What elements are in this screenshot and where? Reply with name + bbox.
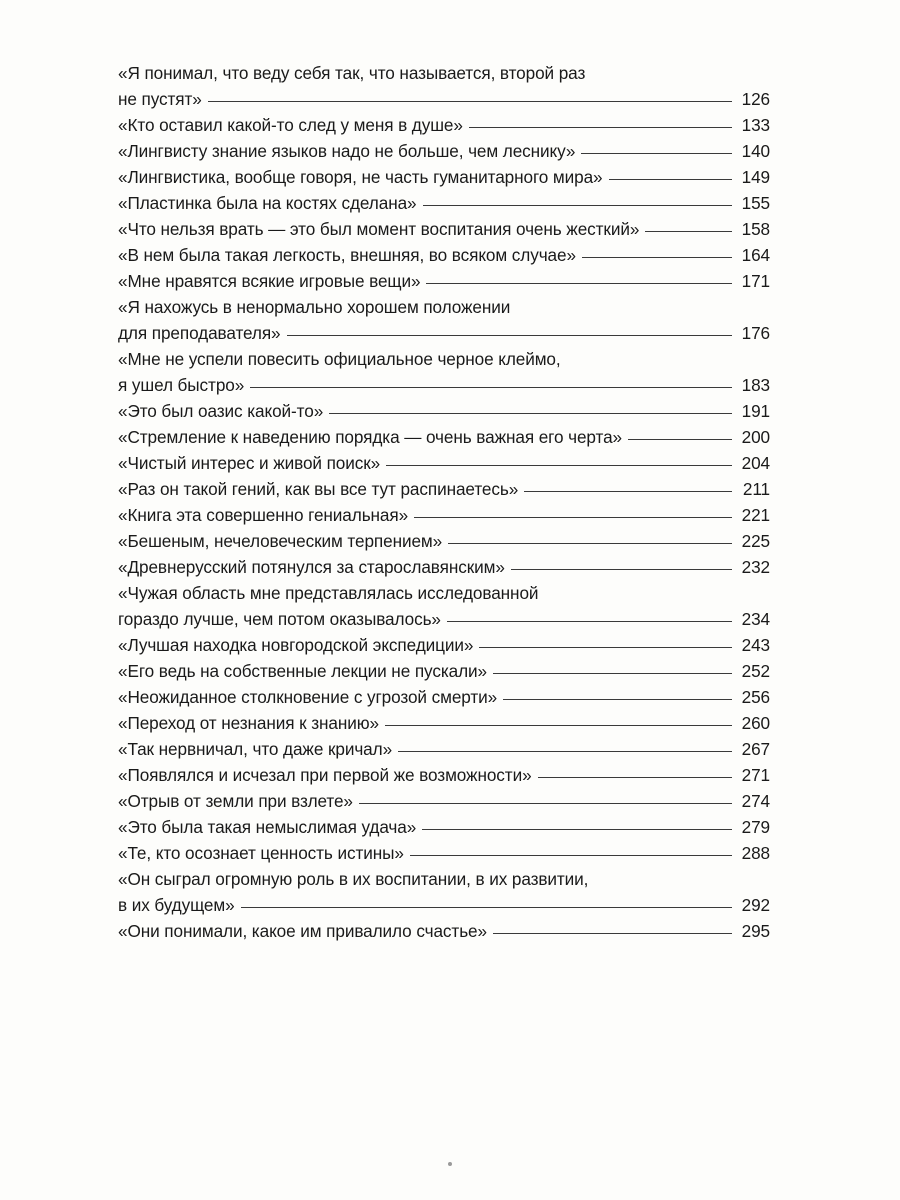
toc-entry [118,736,770,762]
toc-entry-row [118,268,770,294]
page-number: 274 [741,791,770,811]
toc-entry-title-line: в их будущем» [118,895,235,915]
toc-entry-row [118,762,770,788]
toc-entry-title-line: гораздо лучше, чем потом оказывалось» [118,609,441,629]
leader-line [447,621,732,622]
leader-line [410,855,732,856]
leader-line [359,803,732,804]
toc-entry-row [118,424,770,450]
leader-line [628,439,732,440]
toc-entry-title-line: «Древнерусский потянулся за старославянским» [118,557,505,577]
toc-entry-title-line: «Мне не успели повесить официальное черное клеймо, [118,349,561,369]
toc-entry-title-line: «Лингвисту знание языков надо не больше, чем леснику» [118,141,576,161]
toc-entry-title-line: «Кто оставил какой-то след у меня в душе» [118,115,463,135]
toc-entry-row [118,190,770,216]
toc-entry [118,164,770,190]
leader-line [581,153,732,154]
toc-entry-title-line: «Бешеным, нечеловеческим терпением» [118,531,443,551]
page-number: 164 [741,245,770,265]
leader-line [609,179,733,180]
toc-entry [118,554,770,580]
toc-entry-row [118,398,770,424]
toc-entry-title-line: «Что нельзя врать — это был момент воспитания очень жесткий» [118,219,640,239]
toc-entry-title-line: «Отрыв от земли при взлете» [118,791,353,811]
toc-entry [118,346,770,398]
toc-entry [118,866,770,918]
page-number: 234 [741,609,770,629]
table-of-contents [118,60,770,944]
toc-entry-title-line: «Это была такая немыслимая удача» [118,817,417,837]
toc-entry-row [118,710,770,736]
toc-entry [118,580,770,632]
toc-entry [118,112,770,138]
page-number: 267 [741,739,770,759]
page-number: 171 [741,271,770,291]
toc-entry [118,476,770,502]
toc-entry-row [118,164,770,190]
leader-line [398,751,732,752]
toc-entry-row [118,918,770,944]
leader-line [469,127,732,128]
toc-entry-title-line: «Он сыграл огромную роль в их воспитании, в их развитии, [118,869,589,889]
page-number: 292 [741,895,770,915]
toc-entry-row [118,632,770,658]
toc-entry-title-line: «Я нахожусь в ненормально хорошем положении [118,297,511,317]
page-number: 243 [741,635,770,655]
leader-line [511,569,732,570]
page-number: 252 [741,661,770,681]
toc-entry [118,814,770,840]
toc-entry [118,502,770,528]
toc-entry-title-line: «Пластинка была на костях сделана» [118,193,417,213]
toc-entry-title-line: не пустят» [118,89,202,109]
toc-entry [118,840,770,866]
leader-line [538,777,732,778]
page-speck [448,1162,452,1166]
toc-entry [118,658,770,684]
page-number: 183 [741,375,770,395]
toc-entry-row [118,554,770,580]
leader-line [241,907,732,908]
toc-entry-title-line: «Лучшая находка новгородской экспедиции» [118,635,474,655]
toc-entry-row [118,372,770,398]
toc-entry [118,190,770,216]
toc-entry-row [118,840,770,866]
leader-line [493,933,732,934]
toc-entry-row [118,788,770,814]
page-number: 225 [741,531,770,551]
toc-entry-title-line: «Появлялся и исчезал при первой же возможности» [118,765,532,785]
toc-entry-title-line: «Чистый интерес и живой поиск» [118,453,381,473]
toc-entry-row [118,736,770,762]
toc-entry-title-line: «Мне нравятся всякие игровые вещи» [118,271,421,291]
leader-line [503,699,732,700]
toc-entry-row [118,658,770,684]
toc-entry [118,450,770,476]
toc-entry-title-line: «Раз он такой гений, как вы все тут распинаетесь» [118,479,519,499]
leader-line [493,673,732,674]
page-number: 155 [741,193,770,213]
toc-entry-row [118,476,770,502]
leader-line [208,101,732,102]
toc-entry [118,398,770,424]
leader-line [329,413,732,414]
toc-entry-row [118,86,770,112]
leader-line [645,231,732,232]
toc-entry-title-line: «Стремление к наведению порядка — очень важная его черта» [118,427,622,447]
toc-entry-row [118,450,770,476]
leader-line [287,335,732,336]
toc-entry [118,788,770,814]
toc-entry [118,138,770,164]
leader-line [479,647,732,648]
toc-entry-title-line: «Они понимали, какое им привалило счастье» [118,921,487,941]
toc-entry-row [118,606,770,632]
toc-entry-row [118,216,770,242]
leader-line [250,387,732,388]
page-number: 221 [741,505,770,525]
page-number: 133 [741,115,770,135]
toc-entry-title-line: я ушел быстро» [118,375,245,395]
toc-entry-title-line: «Книга эта совершенно гениальная» [118,505,409,525]
leader-line [524,491,732,492]
page-number: 271 [741,765,770,785]
page-number: 200 [741,427,770,447]
toc-entry-row [118,242,770,268]
toc-entry-title-line: «Те, кто осознает ценность истины» [118,843,404,863]
page-number: 149 [741,167,770,187]
toc-entry [118,710,770,736]
toc-entry-title-line: «Неожиданное столкновение с угрозой смерти» [118,687,498,707]
toc-entry-title-line: «В нем была такая легкость, внешняя, во всяком случае» [118,245,576,265]
toc-entry-title-line: «Чужая область мне представлялась исследованной [118,583,539,603]
toc-entry [118,918,770,944]
page-number: 211 [742,479,770,499]
page-number: 191 [741,401,770,421]
toc-entry [118,762,770,788]
page-number: 256 [741,687,770,707]
toc-entry-row [118,814,770,840]
toc-entry-title-line: «Так нервничал, что даже кричал» [118,739,393,759]
toc-entry-title-line: «Лингвистика, вообще говоря, не часть гуманитарного мира» [118,167,603,187]
toc-entry [118,294,770,346]
toc-entry-row [118,892,770,918]
leader-line [426,283,732,284]
toc-entry-title-line: «Переход от незнания к знанию» [118,713,379,733]
toc-entry-title-line: «Его ведь на собственные лекции не пускали» [118,661,487,681]
toc-entry-row [118,684,770,710]
toc-entry [118,632,770,658]
toc-entry-row [118,528,770,554]
page-number: 260 [741,713,770,733]
page-number: 158 [741,219,770,239]
toc-entry [118,216,770,242]
toc-entry-title-line: «Это был оазис какой-то» [118,401,324,421]
page-number: 176 [741,323,770,343]
leader-line [385,725,732,726]
leader-line [582,257,732,258]
leader-line [386,465,732,466]
page-number: 204 [741,453,770,473]
page-number: 126 [741,89,770,109]
page-number: 140 [741,141,770,161]
page-number: 288 [741,843,770,863]
page-number: 279 [741,817,770,837]
toc-entry-row [118,112,770,138]
toc-entry-title-line: для преподавателя» [118,323,281,343]
toc-entry [118,268,770,294]
leader-line [423,205,733,206]
toc-entry [118,528,770,554]
toc-entry-row [118,320,770,346]
page-number: 232 [741,557,770,577]
toc-entry [118,60,770,112]
toc-entry [118,684,770,710]
toc-entry-title-line: «Я понимал, что веду себя так, что называется, второй раз [118,63,586,83]
leader-line [448,543,732,544]
leader-line [414,517,732,518]
toc-entry-row [118,502,770,528]
toc-entry-row [118,138,770,164]
page-number: 295 [741,921,770,941]
leader-line [422,829,732,830]
toc-entry [118,424,770,450]
toc-entry [118,242,770,268]
